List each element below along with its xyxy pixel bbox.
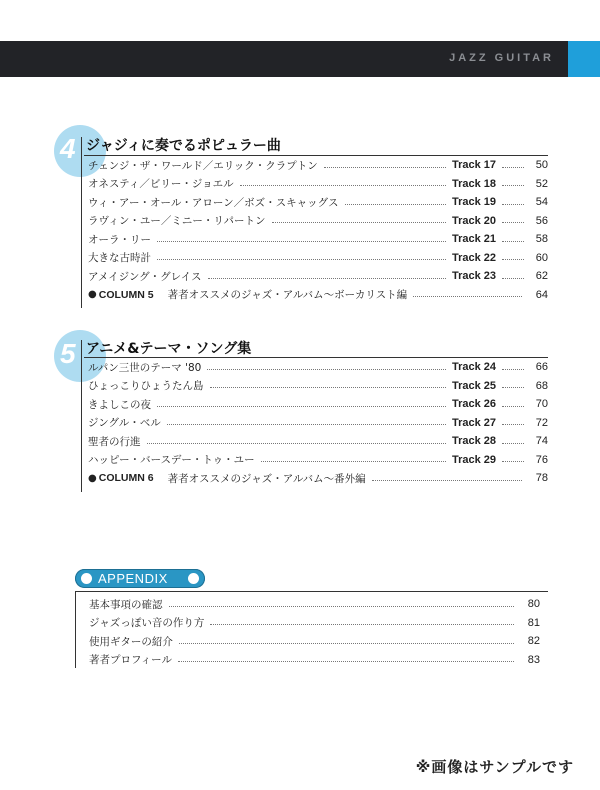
dot-leader [167, 424, 446, 425]
toc-column-entry[interactable] [88, 286, 548, 305]
page-number: 50 [535, 159, 548, 172]
dot-leader [502, 461, 524, 462]
dot-leader [207, 369, 446, 370]
appendix-underline [75, 591, 548, 592]
page-number: 68 [535, 379, 548, 392]
dot-leader [502, 278, 524, 279]
dot-leader [179, 643, 514, 644]
page-number: 72 [535, 416, 548, 429]
entry-title: 基本事項の確認 [89, 598, 163, 611]
dot-leader [210, 624, 514, 625]
toc-entry[interactable] [89, 632, 540, 651]
page-number: 74 [535, 435, 548, 448]
page-number: 60 [535, 251, 548, 264]
entry-title: ルパン三世のテーマ '80 [88, 361, 202, 374]
page-number: 76 [535, 453, 548, 466]
dot-leader [502, 443, 524, 444]
dot-leader [413, 296, 522, 297]
toc-entry[interactable] [88, 267, 548, 286]
entry-title: ジャズっぽい音の作り方 [89, 617, 205, 630]
track-number: Track 24 [451, 361, 496, 374]
column-heading: COLUMN 6 [98, 472, 154, 485]
book-title: JAZZ GUITAR [449, 52, 554, 64]
page-number: 64 [535, 288, 548, 301]
sample-notice: ※画像はサンプルです [415, 758, 574, 776]
appendix-badge [75, 569, 205, 588]
track-number: Track 17 [451, 159, 496, 172]
dot-leader [502, 167, 524, 168]
section-rule [81, 137, 82, 308]
entry-title: 著者オススメのジャズ・アルバム～番外編 [167, 472, 366, 485]
appendix-rule [75, 591, 76, 668]
toc-entry[interactable] [88, 451, 548, 470]
page-number: 81 [527, 616, 540, 629]
entry-title: ウィ・アー・オール・アローン／ボズ・スキャッグス [88, 196, 339, 209]
track-number: Track 23 [451, 270, 496, 283]
toc-entry[interactable] [88, 156, 548, 175]
dot-leader [147, 443, 446, 444]
appendix-title: APPENDIX [98, 571, 168, 586]
dot-leader [169, 606, 515, 607]
entry-title: 使用ギターの紹介 [89, 635, 173, 648]
entry-title: 著者オススメのジャズ・アルバム～ボーカリスト編 [167, 289, 408, 302]
entry-title: ジングル・ベル [88, 417, 161, 430]
section-title: ジャジィに奏でるポピュラー曲 [86, 138, 281, 154]
page-number: 82 [527, 635, 540, 648]
entry-title: 大きな古時計 [88, 252, 151, 265]
dot-leader [502, 369, 524, 370]
dot-leader [502, 387, 524, 388]
page-number: 66 [535, 361, 548, 374]
dot-leader [178, 661, 514, 662]
page-number: 80 [527, 598, 540, 611]
dot-leader [345, 204, 446, 205]
entry-title: きよしこの夜 [88, 398, 151, 411]
toc-entry[interactable] [88, 193, 548, 212]
section-4 [54, 125, 548, 305]
entry-title: オーラ・リー [88, 233, 151, 246]
page-number: 52 [535, 177, 548, 190]
dot-leader [210, 387, 446, 388]
dot-leader [208, 278, 446, 279]
page-number: 54 [535, 196, 548, 209]
section-number: 4 [60, 133, 76, 164]
entry-title: オネスティ／ビリー・ジョエル [88, 178, 234, 191]
dot-leader [240, 185, 446, 186]
header-accent [568, 41, 600, 77]
track-number: Track 28 [451, 435, 496, 448]
column-heading: COLUMN 5 [98, 288, 154, 301]
dot-leader [502, 259, 524, 260]
toc-entry[interactable] [88, 230, 548, 249]
track-number: Track 19 [451, 196, 496, 209]
toc-entry[interactable] [88, 377, 548, 396]
bullet-icon: ● [88, 289, 97, 301]
entry-title: 聖者の行進 [88, 435, 141, 448]
toc-entry[interactable] [88, 432, 548, 451]
dot-leader [502, 204, 524, 205]
page-number: 83 [527, 653, 540, 666]
section-title: アニメ&テーマ・ソング集 [86, 341, 252, 357]
toc-entry[interactable] [88, 414, 548, 433]
bullet-icon: ● [88, 472, 97, 484]
track-number: Track 26 [451, 398, 496, 411]
dot-leader [502, 406, 524, 407]
track-number: Track 21 [451, 233, 496, 246]
entry-title: チェンジ・ザ・ワールド／エリック・クラプトン [88, 159, 318, 172]
toc-entry[interactable] [88, 175, 548, 194]
track-number: Track 29 [451, 453, 496, 466]
section-rule [81, 340, 82, 492]
toc-column-entry[interactable] [88, 469, 548, 488]
page-number: 62 [535, 270, 548, 283]
track-number: Track 25 [451, 379, 496, 392]
entry-title: 著者プロフィール [89, 654, 172, 667]
page-number: 56 [535, 214, 548, 227]
toc-entry[interactable] [89, 651, 540, 670]
page-number: 58 [535, 233, 548, 246]
dot-leader [157, 259, 446, 260]
toc-entry[interactable] [88, 358, 548, 377]
dot-leader [502, 185, 524, 186]
page-number: 70 [535, 398, 548, 411]
dot-leader [372, 480, 522, 481]
dot-leader [502, 241, 524, 242]
dot-leader [157, 406, 446, 407]
toc-entry[interactable] [88, 395, 548, 414]
entry-title: アメイジング・グレイス [88, 270, 202, 283]
section-5 [54, 330, 548, 500]
entry-title: ハッピー・バースデー・トゥ・ユー [88, 454, 255, 467]
bullet-dot-icon [188, 573, 199, 584]
entry-title: ラヴィン・ユー／ミニー・リパートン [88, 215, 266, 228]
dot-leader [502, 424, 524, 425]
section-5-list [88, 358, 548, 488]
section-number: 5 [60, 338, 76, 369]
dot-leader [324, 167, 446, 168]
toc-entry[interactable] [89, 614, 540, 633]
page-number: 78 [535, 472, 548, 485]
header-bar [0, 41, 568, 77]
entry-title: ひょっこりひょうたん島 [88, 380, 204, 393]
toc-entry[interactable] [88, 249, 548, 268]
track-number: Track 27 [451, 416, 496, 429]
track-number: Track 22 [451, 251, 496, 264]
track-number: Track 18 [451, 177, 496, 190]
dot-leader [261, 461, 446, 462]
track-number: Track 20 [451, 214, 496, 227]
dot-leader [272, 222, 446, 223]
dot-leader [502, 222, 524, 223]
bullet-dot-icon [81, 573, 92, 584]
toc-entry[interactable] [89, 595, 540, 614]
section-4-list [88, 156, 548, 304]
toc-entry[interactable] [88, 212, 548, 231]
appendix-list [89, 595, 540, 669]
dot-leader [157, 241, 446, 242]
